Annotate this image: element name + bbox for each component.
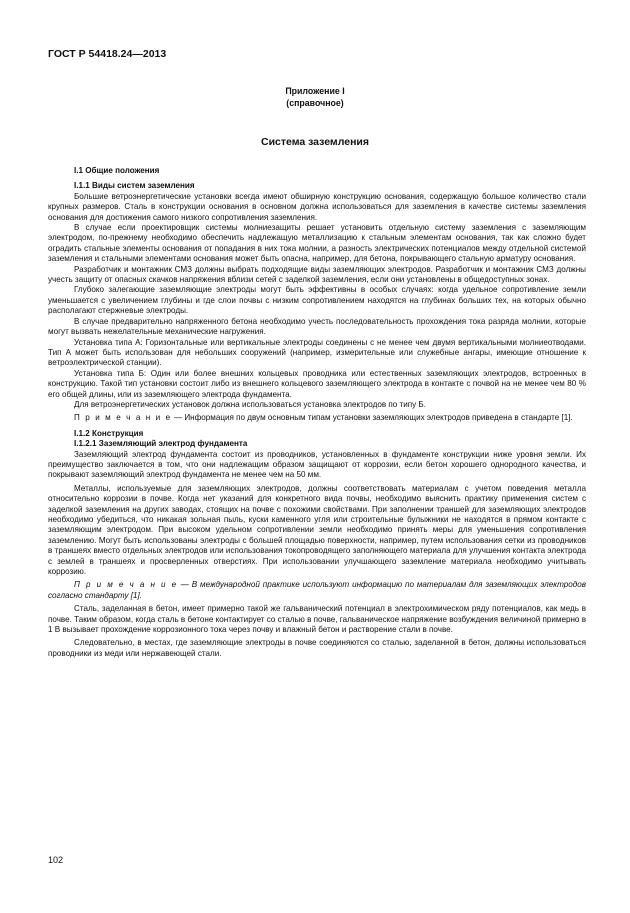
page-number: 102	[48, 855, 64, 865]
note-text: — Информация по двум основным типам установки заземляющих электродов приведена в стандарте [1].	[171, 413, 573, 423]
paragraph: Установка типа А: Горизонтальные или вертикальные электроды соединены с не менее чем двумя вертикальными молниеотводами. Тип А может быть использован для небольших сооружений (например, измерительные или служебные ангары, имеющие отношение к ветроэлектрической станции).	[48, 337, 586, 368]
paragraph: Для ветроэнергетических установок должна использоваться установка электродов по типу Б.	[74, 399, 426, 409]
subsection-heading: I.1.2.1 Заземляющий электрод фундамента	[74, 439, 248, 449]
paragraph: Следовательно, в местах, где заземляющие электроды в почве соединяются со сталью, заделанной в бетон, должны использоваться проводники из меди или нержавеющей стали.	[48, 638, 586, 658]
paragraph: Разработчик и монтажник СМЗ должны выбрать подходящие виды заземляющих электродов. Разработчик и монтажник СМЗ должны учесть защиту от опасных скачков напряжения вблизи сетей с заделкой заземления, если они установлены в общедоступных зонах.	[48, 264, 586, 285]
paragraph: Сталь, заделанная в бетон, имеет примерно такой же гальванический потенциал в электрохимическом ряду потенциалов, как медь в почве. Таким образом, когда сталь в бетоне контактирует со сталью в почве, гальваническое напряжение возбуждения величиной примерно в 1 В вызывает прохождение коррозионного тока через почву и влажный бетон и растворение стали в почве.	[48, 604, 586, 635]
paragraph: Глубоко залегающие заземляющие электроды могут быть эффективны в особых случаях: когда удельное сопротивление земли уменьшается с увеличением глубины и где слои почвы с низким сопротивлением находятся на глубинах больших тех, на которых обычно располагают стержневые электроды.	[48, 285, 586, 316]
subsection-heading: I.1.1 Виды систем заземления	[74, 181, 195, 191]
section-heading: I.1 Общие положения	[74, 166, 160, 175]
paragraph: Установка типа Б: Один или более внешних кольцевых проводника или естественных заземляющих электродов, встроенных в конструкцию. Такой тип установки состоит либо из внешнего кольцевого заземляющего электрода в контакте с почвой на не менее чем 80 % его общей длины, или из заземляющего электрода фундамента.	[48, 368, 586, 399]
paragraph: В случае если проектировщик системы молниезащиты решает установить отдельную систему заземления с заземляющим электродом, по-прежнему необходимо обеспечить надлежащую металлизацию к стальным элементам основания, так как сложно будет оградить стальные элементы основания от попадания в них тока молнии, а разность электрических потенциалов между отдельной системой заземления и стальными элементами основания может быть опасна, например, для бетона, покрывающего стальную арматуру основания.	[48, 223, 586, 264]
note-label: П р и м е ч а н и е	[74, 413, 172, 423]
note-text: — В международной практике используют информацию по материалам для заземляющих электродов согласно стандарту [1].	[48, 580, 586, 600]
paragraph: Металлы, используемые для заземляющих электродов, должны соответствовать материалам с учетом поведения металла относительно коррозии в почве. Когда нет указаний для конкретного вида почвы, необходимо выяснить практику применения систем с заделкой заземления на других заводах, стоящих на почве с похожими свойствами. При заполнении траншей для заземляющих электродов необходимо убедиться, что никакая зольная пыль, куски каменного угля или строительные булыжники не находятся в прямом контакте с заземляющим электродом. При высоком удельном сопротивлении земли необходимо принять меры для уменьшения сопротивления заземлению. Могут быть использованы электроды с большей площадью поверхности, например, путем использования сетки из проводников в траншеях вместо отдельных электродов или использования токопроводящего заполняющего материала для улучшения контакта электрода с землей в траншеях и просверленных отверстиях. При использовании улучшающего заземление материала необходимо учитывать коррозию.	[48, 483, 586, 577]
annex-label: Приложение I	[285, 86, 345, 96]
document-body	[48, 166, 586, 659]
standard-header: ГОСТ Р 54418.24—2013	[48, 48, 167, 60]
note-label: П р и м е ч а н и е	[74, 580, 178, 590]
note	[48, 580, 586, 601]
paragraph: В случае предварительно напряженного бетона необходимо учесть последовательность прохождения тока разряда молнии, которые могут вызвать нежелательные механические нагружения.	[48, 316, 586, 337]
annex-type: (справочное)	[286, 98, 344, 108]
page-title: Система заземления	[261, 136, 369, 148]
note	[48, 413, 586, 423]
paragraph: Большие ветроэнергетические установки всегда имеют обширную конструкцию основания, содержащую большое количество стали крупных размеров. Сталь в конструкции основания в основном должна использоваться для заземления в качестве системы заземления основания для достижения самого низкого сопротивления заземления.	[48, 191, 586, 222]
section-heading: I.1.2 Конструкция	[74, 428, 144, 438]
paragraph: Заземляющий электрод фундамента состоит из проводников, установленных в фундаменте конструкции ниже уровня земли. Их преимущество заключается в том, что они надлежащим образом защищают от коррозии, если бетон хорошего однородного качества, и покрывают заземляющий электрод фундамента не менее чем на 50 мм.	[48, 449, 586, 480]
